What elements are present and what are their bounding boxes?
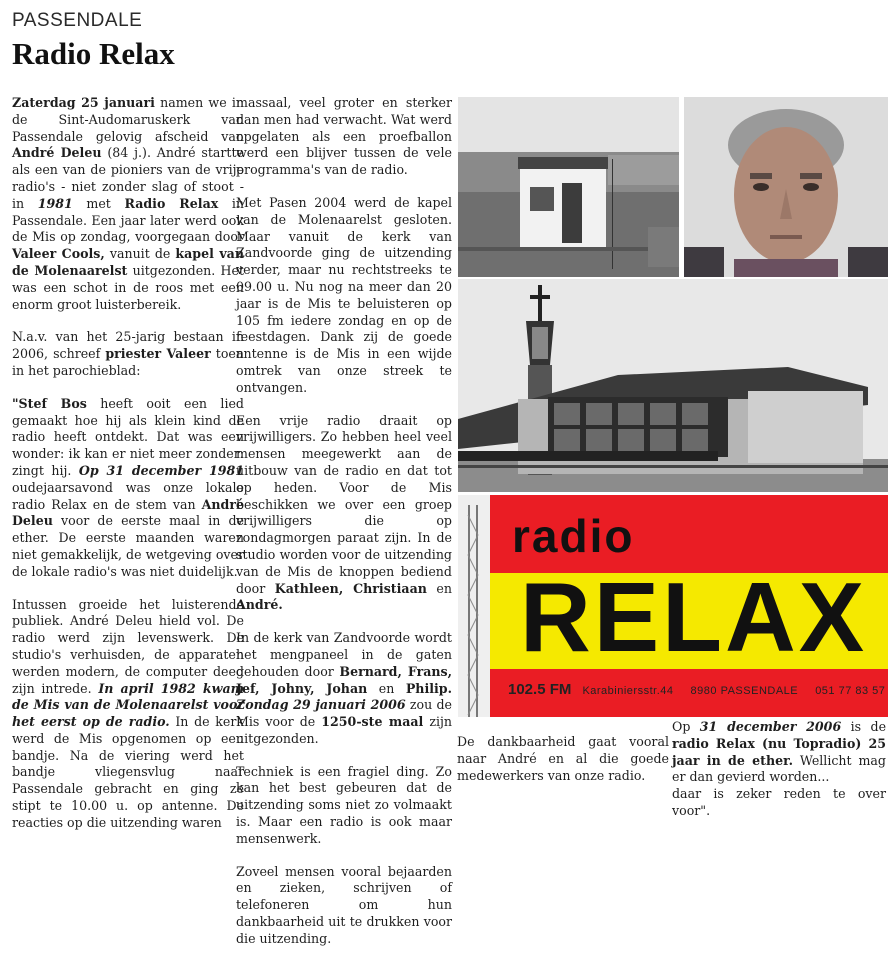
logo-city: 8980 PASSENDALE xyxy=(690,685,799,697)
article-column-3 xyxy=(457,734,669,800)
radio-cabin-photo xyxy=(458,97,679,277)
paragraph: Intussen groeide het luisterende publiek. André Deleu hield vol. De radio werd zijn levenswerk. De studio's verhuisden, de apparaten werden modern, de computer deed zijn intrede. In april 1982 kwam de Mis van de Molenaarelst voor het eerst op de radio. In de kerk werd de Mis opgenomen op een bandje. Na de viering werd het bandje vliegensvlug naar Passendale gebracht en ging ze stipt te 10.00 u. op antenne. De reacties op die uitzending waren xyxy=(12,596,244,830)
logo-radio-word: radio xyxy=(512,510,635,562)
logo-phone: 051 77 83 57 xyxy=(815,685,886,697)
paragraph: Techniek is een fragiel ding. Zo kan het best gebeuren dat de uitzending soms niet zo volmaakt is. Maar een radio is ook maar mensenwerk. xyxy=(236,763,452,846)
paragraph: In de kerk van Zandvoorde wordt het mengpaneel in de gaten gehouden door Bernard, Frans, Jef, Johny, Johan en Philip. Zondag 29 januari 2006 zou de Mis voor de 1250-ste maal zijn uitgezonden. xyxy=(236,630,452,746)
chapel-photo xyxy=(458,279,888,492)
paragraph: Een vrije radio draait op vrijwilligers. Zo hebben heel veel mensen meegewerkt aan de uitbouw van de radio en dat tot op heden. Voor de Mis beschikken we over een groep vrijwilligers die op zondagmorgen paraat zijn. In de studio worden voor de uitzending van de Mis de knoppen bediend door Kathleen, Christiaan en André. xyxy=(236,412,452,613)
logo-relax-word: RELAX xyxy=(520,562,868,672)
article-column-4 xyxy=(672,719,886,836)
paragraph: N.a.v. van het 25-jarig bestaan in 2006, schreef priester Valeer toen in het parochieblad: xyxy=(12,329,244,378)
paragraph: massaal, veel groter en sterker dan men had verwacht. Wat werd opgelaten als een proefballon werd een blijver tussen de vele programma's van de radio. xyxy=(236,95,452,178)
paragraph: Met Pasen 2004 werd de kapel van de Molenaarelst gesloten. Maar vanuit de kerk van Zandvoorde ging de uitzending verder, maar nu rechtstreeks te 09.00 u. Nu nog na meer dan 20 jaar is de Mis te beluisteren op 105 fm iedere zondag en op de feestdagen. Dank zij de goede antenne is de Mis in een wijde omtrek van onze streek te ontvangen. xyxy=(236,194,452,395)
paragraph: Zaterdag 25 januari namen we in de Sint-Audomaruskerk van Passendale gelovig afscheid van André Deleu (84 j.). André startte als een van de pioniers van de vrije radio's - niet zonder slag of stoot - in 1981 met Radio Relax in Passendale. Een jaar later werd ook de Mis op zondag, voorgegaan door Valeer Cools, vanuit de kapel van de Molenaarelst uitgezonden. Het was een schot in de roos met een enorm groot luisterbereik. xyxy=(12,95,244,312)
section-kicker: PASSENDALE xyxy=(12,10,143,31)
article-headline: Radio Relax xyxy=(12,36,175,71)
logo-frequency: 102.5 FM xyxy=(508,681,572,698)
article-column-1 xyxy=(12,95,244,848)
antenna-mast-photo xyxy=(458,495,490,717)
andre-deleu-portrait xyxy=(684,97,888,277)
paragraph: "Stef Bos heeft ooit een lied gemaakt hoe hij als klein kind de radio heeft ontdekt. Dat was een wonder: ik kan er niet meer zonder: zingt hij. Op 31 december 1981 oudejaarsavond was onze lokale radio Relax en de stem van André Deleu voor de eerste maal in de ether. De eerste maanden waren niet gemakkelijk, de wetgeving over de lokale radio's was niet duidelijk. xyxy=(12,395,244,579)
date-text: Zaterdag 25 januari xyxy=(12,95,155,110)
logo-footer xyxy=(508,681,888,698)
logo-street: Karabiniersstr.44 xyxy=(582,685,674,697)
paragraph: Op 31 december 2006 is de radio Relax (nu Topradio) 25 jaar in de ether. Wellicht mag er dan gevierd worden... daar is zeker reden te over voor". xyxy=(672,719,887,818)
article-column-2 xyxy=(236,95,452,964)
radio-relax-logo xyxy=(490,495,888,717)
paragraph: Zoveel mensen vooral bejaarden en zieken, schrijven of telefoneren om hun dankbaarheid uit te drukken voor die uitzending. xyxy=(236,863,452,946)
paragraph: De dankbaarheid gaat vooral naar André en al die goede medewerkers van onze radio. xyxy=(457,734,669,783)
